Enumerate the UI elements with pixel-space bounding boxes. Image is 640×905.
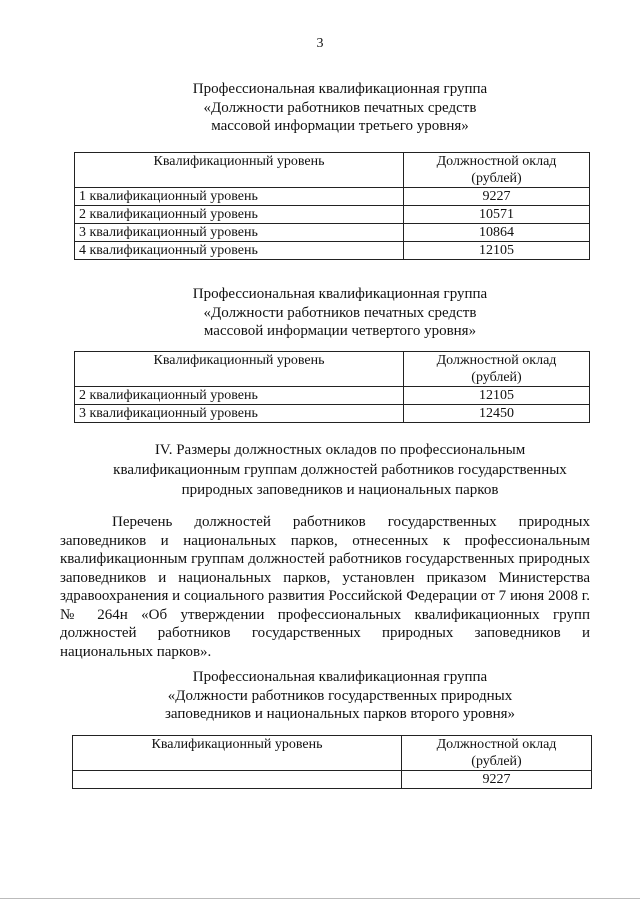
- heading-line: массовой информации четвертого уровня»: [203, 323, 477, 339]
- heading-line: Профессиональная квалификационная группа: [192, 81, 488, 97]
- heading-line: Профессиональная квалификационная группа: [192, 669, 488, 685]
- level-cell: 3 квалификационный уровень: [75, 405, 404, 423]
- column-header-salary: [402, 736, 592, 771]
- section-paragraph: Перечень должностей работников государственных природных заповедников и национальных парков, отнесенных к профессиональным квалификационным группам должностей работников государственных природных заповедников и национальных парков, установлен приказом Министерства здравоохранения и социального развития Российской Федерации от 7 июня 2008 г. № 264н «Об утверждении профессиональных квалификационных групп должностей работников государственных природных заповедников и национальных парков».: [60, 514, 590, 660]
- column-header-level: Квалификационный уровень: [75, 153, 404, 188]
- group3-heading: [60, 668, 620, 724]
- table-header-row: [73, 736, 592, 771]
- salary-header-line: Должностной оклад: [436, 154, 557, 169]
- table-header-row: [75, 153, 590, 188]
- table-row: [75, 405, 590, 423]
- page-bottom-edge: [0, 898, 640, 899]
- page-number: 3: [316, 36, 324, 51]
- salary-cell: 10571: [404, 206, 590, 224]
- heading-line: «Должности работников государственных природных: [167, 687, 513, 704]
- column-header-salary: [404, 352, 590, 387]
- heading-line: «Должности работников печатных средств: [203, 99, 477, 116]
- level-cell: 3 квалификационный уровень: [75, 224, 404, 242]
- heading-line: «Должности работников печатных средств: [203, 304, 477, 321]
- level-cell: 1 квалификационный уровень: [75, 188, 404, 206]
- group2-heading: [60, 285, 620, 341]
- salary-header-line: Должностной оклад: [436, 353, 557, 368]
- group1-table: [74, 152, 590, 260]
- group2-table: [74, 351, 590, 423]
- table-row: [75, 188, 590, 206]
- table-header-row: [75, 352, 590, 387]
- salary-cell: 9227: [404, 188, 590, 206]
- group3-table: [72, 735, 592, 789]
- column-header-level: Квалификационный уровень: [75, 352, 404, 387]
- group1-heading: [60, 80, 620, 136]
- section-title: [60, 440, 620, 500]
- table-row: [75, 242, 590, 260]
- column-header-level: Квалификационный уровень: [73, 736, 402, 771]
- table-row: [75, 206, 590, 224]
- level-cell: 2 квалификационный уровень: [75, 387, 404, 405]
- salary-cell: 12105: [404, 242, 590, 260]
- heading-line: Профессиональная квалификационная группа: [192, 286, 488, 302]
- table-row: [73, 771, 592, 789]
- salary-header-line: Должностной оклад: [436, 737, 557, 752]
- salary-cell: 9227: [402, 771, 592, 789]
- salary-header-unit: (рублей): [471, 171, 522, 186]
- table-row: [75, 387, 590, 405]
- section-title-line: IV. Размеры должностных окладов по профессиональным: [154, 442, 526, 458]
- heading-line: заповедников и национальных парков второго уровня»: [164, 706, 516, 722]
- level-cell: 4 квалификационный уровень: [75, 242, 404, 260]
- salary-cell: 10864: [404, 224, 590, 242]
- salary-header-unit: (рублей): [471, 370, 522, 385]
- level-cell: 2 квалификационный уровень: [75, 206, 404, 224]
- salary-header-unit: (рублей): [471, 754, 522, 769]
- table-row: [75, 224, 590, 242]
- heading-line: массовой информации третьего уровня»: [211, 118, 469, 134]
- salary-cell: 12450: [404, 405, 590, 423]
- section-title-line: природных заповедников и национальных парков: [181, 482, 499, 498]
- salary-cell: 12105: [404, 387, 590, 405]
- level-cell: [73, 771, 402, 789]
- section-title-line: квалификационным группам должностей работников государственных: [113, 462, 567, 478]
- column-header-salary: [404, 153, 590, 188]
